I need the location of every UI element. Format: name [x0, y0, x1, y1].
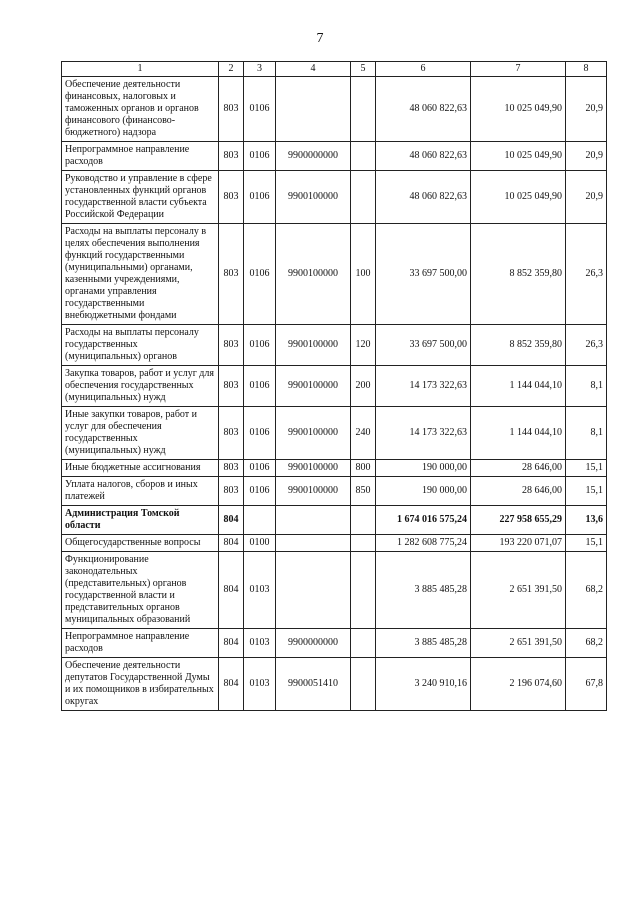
cell-actual-amount: 8 852 359,80: [471, 224, 566, 325]
cell-ministry-code: 804: [219, 552, 244, 629]
table-body: [62, 77, 607, 711]
header-cell: 7: [471, 62, 566, 77]
cell-section-code: 0100: [244, 535, 276, 552]
cell-target-article: [276, 535, 351, 552]
cell-plan-amount: 1 282 608 775,24: [376, 535, 471, 552]
header-cell: 6: [376, 62, 471, 77]
cell-percent: 15,1: [566, 460, 607, 477]
cell-actual-amount: 2 651 391,50: [471, 552, 566, 629]
cell-expense-type: 200: [351, 366, 376, 407]
table-row: [62, 658, 607, 711]
header-cell: 8: [566, 62, 607, 77]
cell-ministry-code: 803: [219, 366, 244, 407]
cell-plan-amount: 3 240 910,16: [376, 658, 471, 711]
cell-name: Функционирование законодательных (представительных) органов государственной власти и представительных органов муниципальных образований: [62, 552, 219, 629]
cell-section-code: 0106: [244, 460, 276, 477]
cell-percent: 8,1: [566, 407, 607, 460]
cell-plan-amount: 3 885 485,28: [376, 552, 471, 629]
cell-expense-type: 120: [351, 325, 376, 366]
cell-actual-amount: 8 852 359,80: [471, 325, 566, 366]
table-row: [62, 325, 607, 366]
cell-plan-amount: 33 697 500,00: [376, 325, 471, 366]
cell-plan-amount: 48 060 822,63: [376, 142, 471, 171]
cell-name: Непрограммное направление расходов: [62, 629, 219, 658]
cell-target-article: [276, 506, 351, 535]
cell-ministry-code: 803: [219, 142, 244, 171]
cell-ministry-code: 804: [219, 506, 244, 535]
cell-percent: 26,3: [566, 325, 607, 366]
cell-name: Закупка товаров, работ и услуг для обеспечения государственных (муниципальных) нужд: [62, 366, 219, 407]
cell-expense-type: [351, 658, 376, 711]
table-row: [62, 407, 607, 460]
cell-ministry-code: 803: [219, 325, 244, 366]
cell-expense-type: [351, 629, 376, 658]
header-cell: 1: [62, 62, 219, 77]
cell-percent: 20,9: [566, 171, 607, 224]
cell-percent: 68,2: [566, 629, 607, 658]
cell-plan-amount: 3 885 485,28: [376, 629, 471, 658]
cell-name: Администрация Томской области: [62, 506, 219, 535]
cell-expense-type: 240: [351, 407, 376, 460]
cell-target-article: 9900100000: [276, 325, 351, 366]
cell-plan-amount: 14 173 322,63: [376, 407, 471, 460]
cell-ministry-code: 803: [219, 77, 244, 142]
cell-expense-type: [351, 142, 376, 171]
table-row: [62, 629, 607, 658]
cell-percent: 67,8: [566, 658, 607, 711]
cell-ministry-code: 803: [219, 224, 244, 325]
cell-section-code: 0106: [244, 325, 276, 366]
header-row: [62, 62, 607, 77]
cell-section-code: 0106: [244, 171, 276, 224]
cell-name: Обеспечение деятельности депутатов Государственной Думы и их помощников в избирательных округах: [62, 658, 219, 711]
cell-percent: 15,1: [566, 535, 607, 552]
cell-expense-type: [351, 506, 376, 535]
cell-percent: 8,1: [566, 366, 607, 407]
cell-name: Иные бюджетные ассигнования: [62, 460, 219, 477]
cell-ministry-code: 803: [219, 407, 244, 460]
cell-section-code: 0106: [244, 224, 276, 325]
cell-expense-type: 100: [351, 224, 376, 325]
cell-actual-amount: 1 144 044,10: [471, 407, 566, 460]
cell-name: Руководство и управление в сфере установленных функций органов государственной власти субъекта Российской Федерации: [62, 171, 219, 224]
cell-percent: 20,9: [566, 142, 607, 171]
table-row: [62, 535, 607, 552]
cell-section-code: 0106: [244, 77, 276, 142]
cell-target-article: 9900100000: [276, 171, 351, 224]
cell-ministry-code: 804: [219, 629, 244, 658]
cell-section-code: [244, 506, 276, 535]
table-row: [62, 477, 607, 506]
cell-section-code: 0106: [244, 366, 276, 407]
table-row: [62, 460, 607, 477]
cell-actual-amount: 10 025 049,90: [471, 142, 566, 171]
cell-target-article: [276, 77, 351, 142]
table-row: [62, 366, 607, 407]
cell-actual-amount: 193 220 071,07: [471, 535, 566, 552]
cell-percent: 15,1: [566, 477, 607, 506]
cell-percent: 26,3: [566, 224, 607, 325]
cell-expense-type: [351, 77, 376, 142]
cell-percent: 20,9: [566, 77, 607, 142]
cell-target-article: 9900051410: [276, 658, 351, 711]
cell-target-article: 9900100000: [276, 366, 351, 407]
cell-expense-type: 800: [351, 460, 376, 477]
cell-actual-amount: 2 651 391,50: [471, 629, 566, 658]
table-row: [62, 77, 607, 142]
header-cell: 3: [244, 62, 276, 77]
cell-name: Общегосударственные вопросы: [62, 535, 219, 552]
cell-target-article: 9900100000: [276, 407, 351, 460]
cell-plan-amount: 1 674 016 575,24: [376, 506, 471, 535]
cell-ministry-code: 803: [219, 477, 244, 506]
cell-ministry-code: 803: [219, 460, 244, 477]
cell-expense-type: 850: [351, 477, 376, 506]
cell-actual-amount: 10 025 049,90: [471, 171, 566, 224]
cell-target-article: 9900100000: [276, 460, 351, 477]
cell-ministry-code: 803: [219, 171, 244, 224]
cell-ministry-code: 804: [219, 535, 244, 552]
cell-target-article: 9900000000: [276, 629, 351, 658]
cell-percent: 13,6: [566, 506, 607, 535]
cell-section-code: 0103: [244, 629, 276, 658]
cell-target-article: 9900100000: [276, 224, 351, 325]
cell-section-code: 0106: [244, 477, 276, 506]
cell-plan-amount: 190 000,00: [376, 477, 471, 506]
cell-actual-amount: 28 646,00: [471, 460, 566, 477]
cell-section-code: 0106: [244, 142, 276, 171]
table-row: [62, 224, 607, 325]
cell-plan-amount: 48 060 822,63: [376, 77, 471, 142]
cell-name: Расходы на выплаты персоналу в целях обеспечения выполнения функций государственными (муниципальными) органами, казенными учреждениями, органами управления государственными внебюджетными фондами: [62, 224, 219, 325]
cell-expense-type: [351, 552, 376, 629]
cell-plan-amount: 33 697 500,00: [376, 224, 471, 325]
cell-actual-amount: 28 646,00: [471, 477, 566, 506]
table-row: [62, 552, 607, 629]
cell-plan-amount: 14 173 322,63: [376, 366, 471, 407]
cell-section-code: 0103: [244, 552, 276, 629]
cell-section-code: 0103: [244, 658, 276, 711]
cell-name: Непрограммное направление расходов: [62, 142, 219, 171]
cell-expense-type: [351, 535, 376, 552]
cell-actual-amount: 1 144 044,10: [471, 366, 566, 407]
cell-actual-amount: 227 958 655,29: [471, 506, 566, 535]
cell-percent: 68,2: [566, 552, 607, 629]
table-row: [62, 171, 607, 224]
table-row: [62, 506, 607, 535]
cell-actual-amount: 2 196 074,60: [471, 658, 566, 711]
header-cell: 4: [276, 62, 351, 77]
cell-plan-amount: 190 000,00: [376, 460, 471, 477]
cell-section-code: 0106: [244, 407, 276, 460]
cell-ministry-code: 804: [219, 658, 244, 711]
cell-name: Уплата налогов, сборов и иных платежей: [62, 477, 219, 506]
cell-name: Расходы на выплаты персоналу государственных (муниципальных) органов: [62, 325, 219, 366]
cell-target-article: [276, 552, 351, 629]
cell-expense-type: [351, 171, 376, 224]
cell-name: Иные закупки товаров, работ и услуг для обеспечения государственных (муниципальных) нужд: [62, 407, 219, 460]
cell-target-article: 9900100000: [276, 477, 351, 506]
table-row: [62, 142, 607, 171]
cell-name: Обеспечение деятельности финансовых, налоговых и таможенных органов и органов финансового (финансово-бюджетного) надзора: [62, 77, 219, 142]
budget-table: [61, 61, 607, 711]
cell-actual-amount: 10 025 049,90: [471, 77, 566, 142]
header-cell: 5: [351, 62, 376, 77]
page-number: 7: [316, 31, 324, 46]
cell-target-article: 9900000000: [276, 142, 351, 171]
cell-plan-amount: 48 060 822,63: [376, 171, 471, 224]
header-cell: 2: [219, 62, 244, 77]
